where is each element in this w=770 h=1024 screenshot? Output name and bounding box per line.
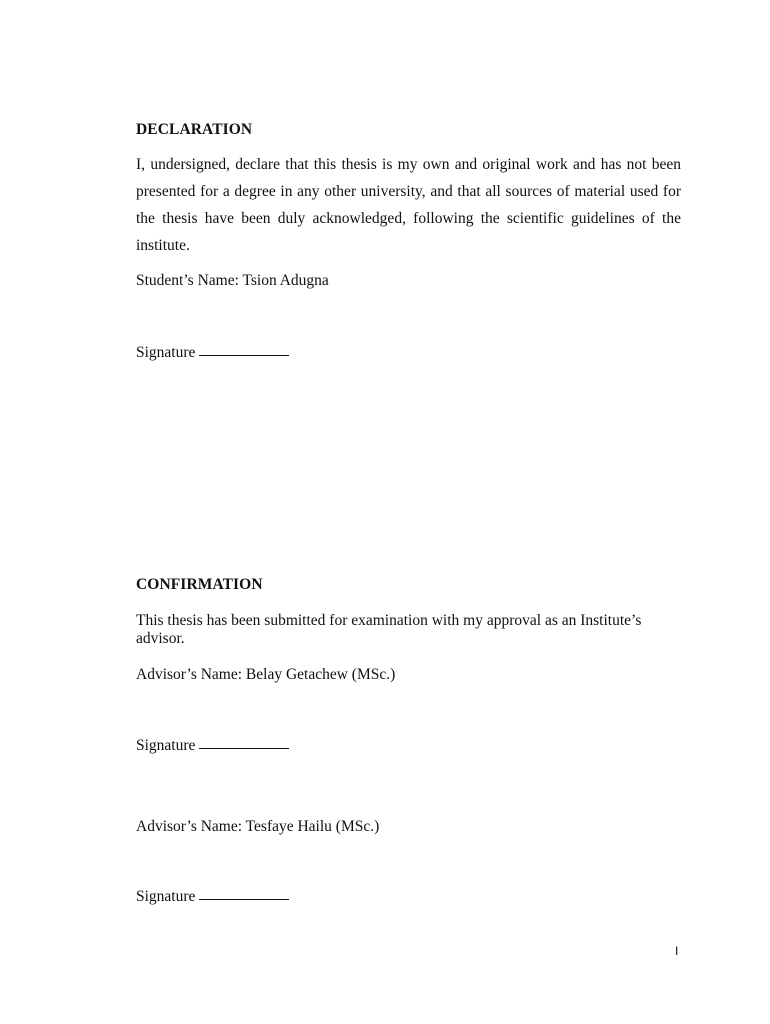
signature-line: [199, 748, 289, 749]
advisor-signature: [136, 737, 289, 755]
declaration-heading: DECLARATION: [136, 121, 253, 138]
advisor-name: Advisor’s Name: Tesfaye Hailu (MSc.): [136, 818, 380, 835]
student-name: Student’s Name: Tsion Adugna: [136, 272, 329, 289]
signature-label: Signature: [136, 737, 196, 754]
signature-label: Signature: [136, 888, 196, 905]
signature-label: Signature: [136, 344, 196, 361]
student-signature: [136, 344, 289, 362]
advisor-signature: [136, 888, 289, 906]
page-number: I: [675, 944, 679, 958]
confirmation-statement: This thesis has been submitted for examination with my approval as an Institute’s advisor.: [136, 612, 642, 647]
advisor-name: Advisor’s Name: Belay Getachew (MSc.): [136, 666, 396, 683]
signature-line: [199, 355, 289, 356]
confirmation-heading: CONFIRMATION: [136, 576, 263, 593]
declaration-statement: I, undersigned, declare that this thesis is my own and original work and has not been presented for a degree in any other university, and that all sources of material used for the thesis have been duly acknowledged, following the scientific guidelines of the institute.: [136, 156, 681, 254]
signature-line: [199, 899, 289, 900]
